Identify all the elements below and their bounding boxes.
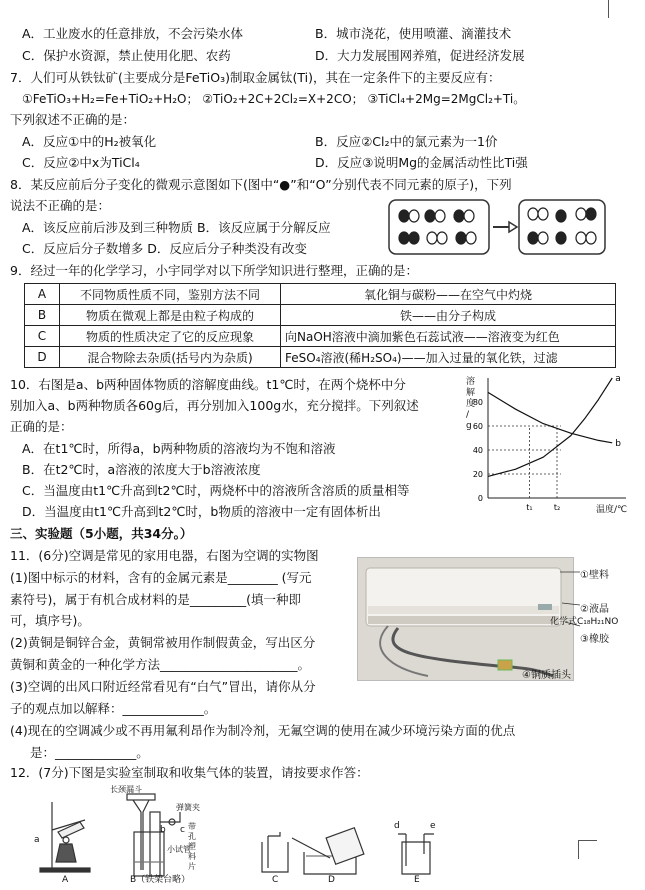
apparatus-c — [262, 832, 288, 872]
q9-table — [24, 283, 616, 368]
label-crystal: ②液晶 — [580, 604, 609, 615]
y-tick-label: 60 — [472, 422, 483, 431]
q11-line-5: (2)黄铜是铜锌合金，黄铜常被用作制假黄金，写出区分 — [10, 635, 316, 650]
series-lines — [488, 374, 621, 476]
q6-option-c: C．保护水资源，禁止使用化肥、农药 — [22, 48, 231, 63]
row-principle: 混合物除去杂质(括号内为杂质) — [60, 347, 281, 368]
label-rubber: ③橡胶 — [580, 634, 609, 645]
apparatus-e-label-e: e — [430, 821, 436, 831]
gas-apparatus-diagram — [30, 782, 450, 886]
q6-option-b: B．城市浇花，使用喷灌、滴灌技术 — [315, 26, 512, 41]
q7-option-d: D．反应③说明Mg的金属活动性比Ti强 — [315, 155, 528, 170]
q7-option-b: B．反应②Cl₂中的氯元素为一1价 — [315, 134, 498, 149]
guide-lines — [488, 426, 561, 498]
label-formula: 化学式C₁₈H₂₁NO — [550, 617, 619, 627]
crop-mark-top-right — [608, 0, 627, 18]
q10-option-b: B．在t2℃时，a溶液的浓度大于b溶液浓度 — [22, 462, 261, 477]
q8-molecule-diagram — [387, 196, 607, 258]
crop-mark-bottom-right — [578, 840, 597, 859]
q11-line-1: 11．(6分)空调是常见的家用电器，右图为空调的实物图 — [10, 548, 319, 563]
row-key: B — [25, 305, 60, 326]
q7-option-a: A．反应①中的H₂被氧化 — [22, 134, 157, 149]
q11-line-2: (1)图中标示的材料，含有的金属元素是________ (写元 — [10, 570, 312, 585]
x-tick-label: t₁ — [526, 503, 533, 512]
q10-stem-1: 10．右图是a、b两种固体物质的溶解度曲线。t1℃时，在两个烧杯中分 — [10, 377, 406, 392]
q11-line-4: 可，填序号)。 — [10, 613, 90, 628]
q10-option-d: D．当温度由t1℃升高到t2℃时，b物质的溶液中一定有固体析出 — [22, 504, 381, 519]
apparatus-e — [398, 834, 434, 874]
series-line-b — [488, 392, 612, 442]
y-tick-label: 0 — [477, 494, 483, 503]
q11-line-6: 黄铜和黄金的一种化学方法______________________。 — [10, 657, 311, 672]
q7-reactions: ①FeTiO₃+H₂=Fe+TiO₂+H₂O； ②TiO₂+2C+2Cl₂=X+2CO； ③TiCl₄+2Mg=2MgCl₂+Ti。 — [22, 92, 526, 106]
y-tick-label: 80 — [472, 398, 483, 407]
q8-stem: 8．某反应前后分子变化的微观示意图如下(图中“●”和“O”分别代表不同元素的原子)，下列 — [10, 177, 512, 192]
apparatus-a-label-a: a — [34, 835, 40, 845]
q12-stem: 12．(7分)下图是实验室制取和收集气体的装置，请按要求作答： — [10, 765, 369, 780]
tick-labels — [473, 398, 560, 512]
q10-option-a: A．在t1℃时，所得a，b两种物质的溶液均为不饱和溶液 — [22, 441, 336, 456]
apparatus-b-funnel-label: 长颈漏斗 — [110, 785, 142, 794]
reactant-box — [389, 200, 489, 254]
row-principle: 物质的性质决定了它的反应现象 — [60, 326, 281, 347]
q7-option-c: C．反应②中x为TiCl₄ — [22, 155, 140, 170]
row-key: D — [25, 347, 60, 368]
table-row — [25, 284, 616, 305]
q10-option-c: C．当温度由t1℃升高到t2℃时，两烧杯中的溶液所含溶质的质量相等 — [22, 483, 410, 498]
caption-c: C — [272, 875, 279, 885]
apparatus-a — [40, 802, 90, 872]
apparatus-b — [127, 794, 180, 876]
y-tick-label: 40 — [472, 446, 483, 455]
table-row — [25, 305, 616, 326]
apparatus-b-label-c: c — [180, 825, 185, 835]
x-tick-label: t₂ — [553, 503, 561, 512]
caption-a: A — [62, 875, 69, 885]
series-line-a — [488, 378, 612, 476]
reaction-arrow — [493, 222, 517, 232]
label-shell: ①壁料 — [580, 570, 609, 581]
y-axis-label-char: g — [466, 421, 472, 431]
row-principle: 物质在微观上都是由粒子构成的 — [60, 305, 281, 326]
q10-stem-2: 别加入a、b两种物质各60g后，再分别加入100g水，充分搅拌。下列叙述 — [10, 398, 419, 413]
q8-options-ab: A．该反应前后涉及到三种物质 B．该反应属于分解反应 — [22, 220, 331, 235]
q7-ask: 下列叙述不正确的是： — [10, 112, 136, 127]
apparatus-e-label-d: d — [394, 821, 400, 831]
q8-stem-2: 说法不正确的是： — [10, 198, 111, 213]
table-row — [25, 326, 616, 347]
apparatus-b-plate-label: 带孔塑料片 — [188, 822, 196, 871]
label-plug: ④铜质插头 — [522, 670, 571, 681]
series-label-a: a — [615, 374, 621, 384]
row-example: 氧化铜与碳粉——在空气中灼烧 — [281, 284, 616, 305]
q6-option-d: D．大力发展围网养殖，促进经济发展 — [315, 48, 525, 63]
row-example: 铁——由分子构成 — [281, 305, 616, 326]
q11-line-7: (3)空调的出风口附近经常看见有“白气”冒出，请你从分 — [10, 679, 316, 694]
q11-line-8: 子的观点加以解释：_____________。 — [10, 701, 217, 716]
q6-option-a: A．工业废水的任意排放，不会污染水体 — [22, 26, 244, 41]
y-axis-label-char: 解 — [466, 388, 476, 398]
q11-line-3: 素符号)，属于有机合成材料的是_________(填一种即 — [10, 592, 302, 607]
row-key: C — [25, 326, 60, 347]
y-axis-label-char: 溶 — [466, 377, 476, 387]
q10-stem-3: 正确的是： — [10, 419, 73, 434]
q11-line-9: (4)现在的空调减少或不再用氟利昂作为制冷剂，无氟空调的使用在减少环境污染方面的优点 — [10, 723, 516, 738]
row-example: FeSO₄溶液(稀H₂SO₄)——加入过量的氧化铁，过滤 — [281, 347, 616, 368]
y-axis-label-char: / — [466, 410, 470, 420]
row-key: A — [25, 284, 60, 305]
q8-options-cd: C．反应后分子数增多 D．反应后分子种类没有改变 — [22, 241, 307, 256]
caption-d: D — [328, 875, 335, 885]
apparatus-b-label-b: b — [160, 825, 166, 835]
solubility-chart — [462, 372, 638, 518]
row-example: 向NaOH溶液中滴加紫色石蕊试液——溶液变为红色 — [281, 326, 616, 347]
section-3-heading: 三、实验题（5小题，共34分。） — [10, 526, 193, 541]
y-tick-label: 20 — [472, 470, 483, 479]
q9-stem: 9．经过一年的化学学习，小宇同学对以下所学知识进行整理，正确的是： — [10, 263, 418, 278]
table-row — [25, 347, 616, 368]
apparatus-d — [292, 828, 364, 874]
y-axis-label-char: 度 — [466, 399, 476, 409]
q11-line-10: 是：_____________。 — [30, 745, 149, 760]
x-axis-label: 温度/℃ — [596, 505, 628, 515]
caption-e: E — [414, 875, 420, 885]
apparatus-b-clip-label: 弹簧夹 — [176, 803, 200, 812]
series-label-b: b — [615, 438, 621, 449]
row-principle: 不同物质性质不同，鉴别方法不同 — [60, 284, 281, 305]
q7-stem: 7．人们可从铁钛矿(主要成分是FeTiO₃)制取金属钛(Ti)，其在一定条件下的主要反应有： — [10, 70, 501, 85]
caption-b: B（铁架台略） — [130, 875, 191, 885]
apparatus-b-tube-label: 小试管 — [167, 845, 191, 854]
